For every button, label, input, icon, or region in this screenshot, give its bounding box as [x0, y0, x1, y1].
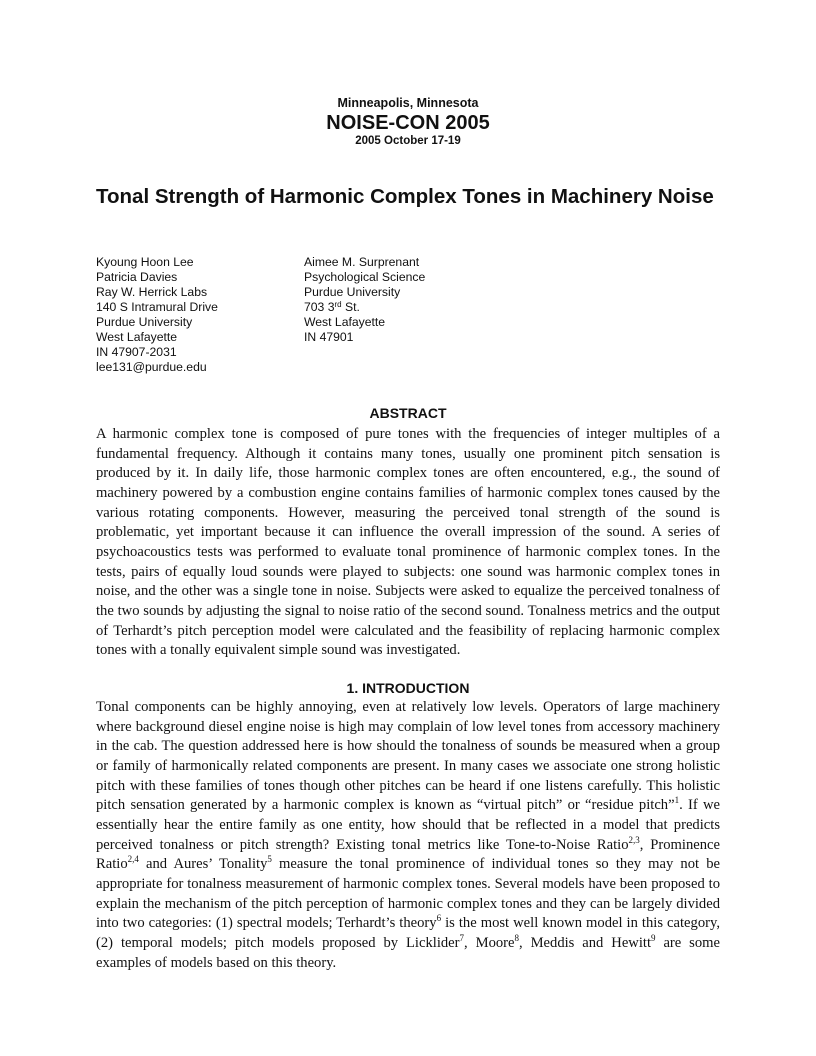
- citation-ref: 2,3: [628, 834, 640, 845]
- author-block-left: [96, 255, 218, 375]
- intro-text-span: is the most well known model in this category, (2) temporal models; pitch models proposed by Licklider: [96, 915, 720, 951]
- intro-text-span: . If we essentially hear the entire family as one entity, how should that be reflected in a model that predicts perceived tonalness or pitch strength? Existing tonal metrics like Tone-to-Noise Ratio: [96, 797, 720, 853]
- street-ordinal: rd: [334, 300, 342, 309]
- author-department: Psychological Science: [304, 270, 426, 284]
- author-zip: IN 47901: [304, 330, 354, 344]
- intro-text-span: , Meddis and Hewitt: [519, 934, 652, 951]
- street-suffix: St.: [341, 300, 360, 314]
- citation-ref: 7: [459, 932, 465, 943]
- citation-ref: 9: [651, 932, 656, 943]
- author-address: [304, 300, 425, 315]
- intro-text-span: measure the tonal prominence of individual tones so they may not be appropriate for tonalness measurement of harmonic complex tones. Several models have been proposed to explain the mechanism of the pitch perception of harmonic complex tones and they can be largely divided into two categories: (1) spectral models; Terhardt’s theory: [96, 856, 720, 932]
- author-name: Aimee M. Surprenant: [304, 255, 420, 269]
- author-affiliation: Ray W. Herrick Labs: [96, 285, 208, 299]
- intro-text-span: , Prominence Ratio: [96, 836, 720, 873]
- citation-ref: 8: [514, 932, 519, 943]
- author-name: Patricia Davies: [96, 270, 178, 284]
- abstract-heading: ABSTRACT: [369, 405, 447, 421]
- citation-ref: 1: [674, 795, 680, 806]
- citation-ref: 5: [267, 854, 272, 865]
- author-university: Purdue University: [304, 285, 401, 299]
- intro-text-span: and Aures’ Tonality: [138, 856, 268, 873]
- citation-ref: 2,4: [127, 854, 139, 865]
- author-university: Purdue University: [96, 315, 193, 329]
- intro-text-span: Tonal components can be highly annoying, even at relatively low levels. Operators of large machinery where background diesel engine noise is high may complain of low level tones from accessory machinery in the cab. The question addressed here is how should the tonalness of sounds be measured when a group or family of harmonically related components are present. In many cases we associate one strong holistic pitch with these families of tones though other pitches can be heard if one listens carefully. This holistic pitch sensation generated by a harmonic complex is known as “virtual pitch” or “residue pitch”: [96, 699, 720, 814]
- author-city: West Lafayette: [96, 330, 178, 344]
- author-city: West Lafayette: [304, 315, 386, 329]
- author-email: lee131@purdue.edu: [96, 360, 207, 374]
- author-zip: IN 47907-2031: [96, 345, 177, 359]
- author-block-right: [304, 255, 425, 345]
- intro-text-span: , Moore: [464, 934, 515, 951]
- abstract-text: A harmonic complex tone is composed of pure tones with the frequencies of integer multiples of a fundamental frequency. Although it contains many tones, usually one prominent pitch sensation is produced by it. In daily life, those harmonic complex tones are often encountered, e.g., the sound of machinery powered by a combustion engine contains families of harmonic complex tones caused by the various rotating components. However, measuring the perceived tonal strength of the sound is problematic, yet important because it can influence the overall impression of the sound. A series of psychoacoustics tests was performed to evaluate tonal prominence of harmonic complex tones. In the tests, pairs of equally loud sounds were played to subjects: one sound was harmonic complex tones in noise, and the other was a single tone in noise. Subjects were asked to equalize the perceived tonalness of the two sounds by adjusting the signal to noise ratio of the second sound. Tonalness metrics and the output of Terhardt’s pitch perception model were calculated and the feasibility of replacing harmonic complex tones with a tonally equivalent simple sound was investigated.: [96, 426, 720, 659]
- street-number: 703 3: [304, 300, 335, 314]
- author-name: Kyoung Hoon Lee: [96, 255, 194, 269]
- introduction-text: [96, 698, 720, 973]
- intro-text-span: are some examples of models based on this theory.: [96, 934, 720, 971]
- conference-location: Minneapolis, Minnesota: [337, 96, 479, 110]
- conference-date: 2005 October 17-19: [355, 135, 461, 147]
- citation-ref: 6: [436, 913, 442, 924]
- introduction-heading: 1. INTRODUCTION: [346, 680, 470, 696]
- author-address: 140 S Intramural Drive: [96, 300, 218, 314]
- conference-header: [0, 95, 816, 148]
- conference-name: NOISE-CON 2005: [326, 112, 490, 134]
- paper-title: Tonal Strength of Harmonic Complex Tones in Machinery Noise: [96, 185, 714, 208]
